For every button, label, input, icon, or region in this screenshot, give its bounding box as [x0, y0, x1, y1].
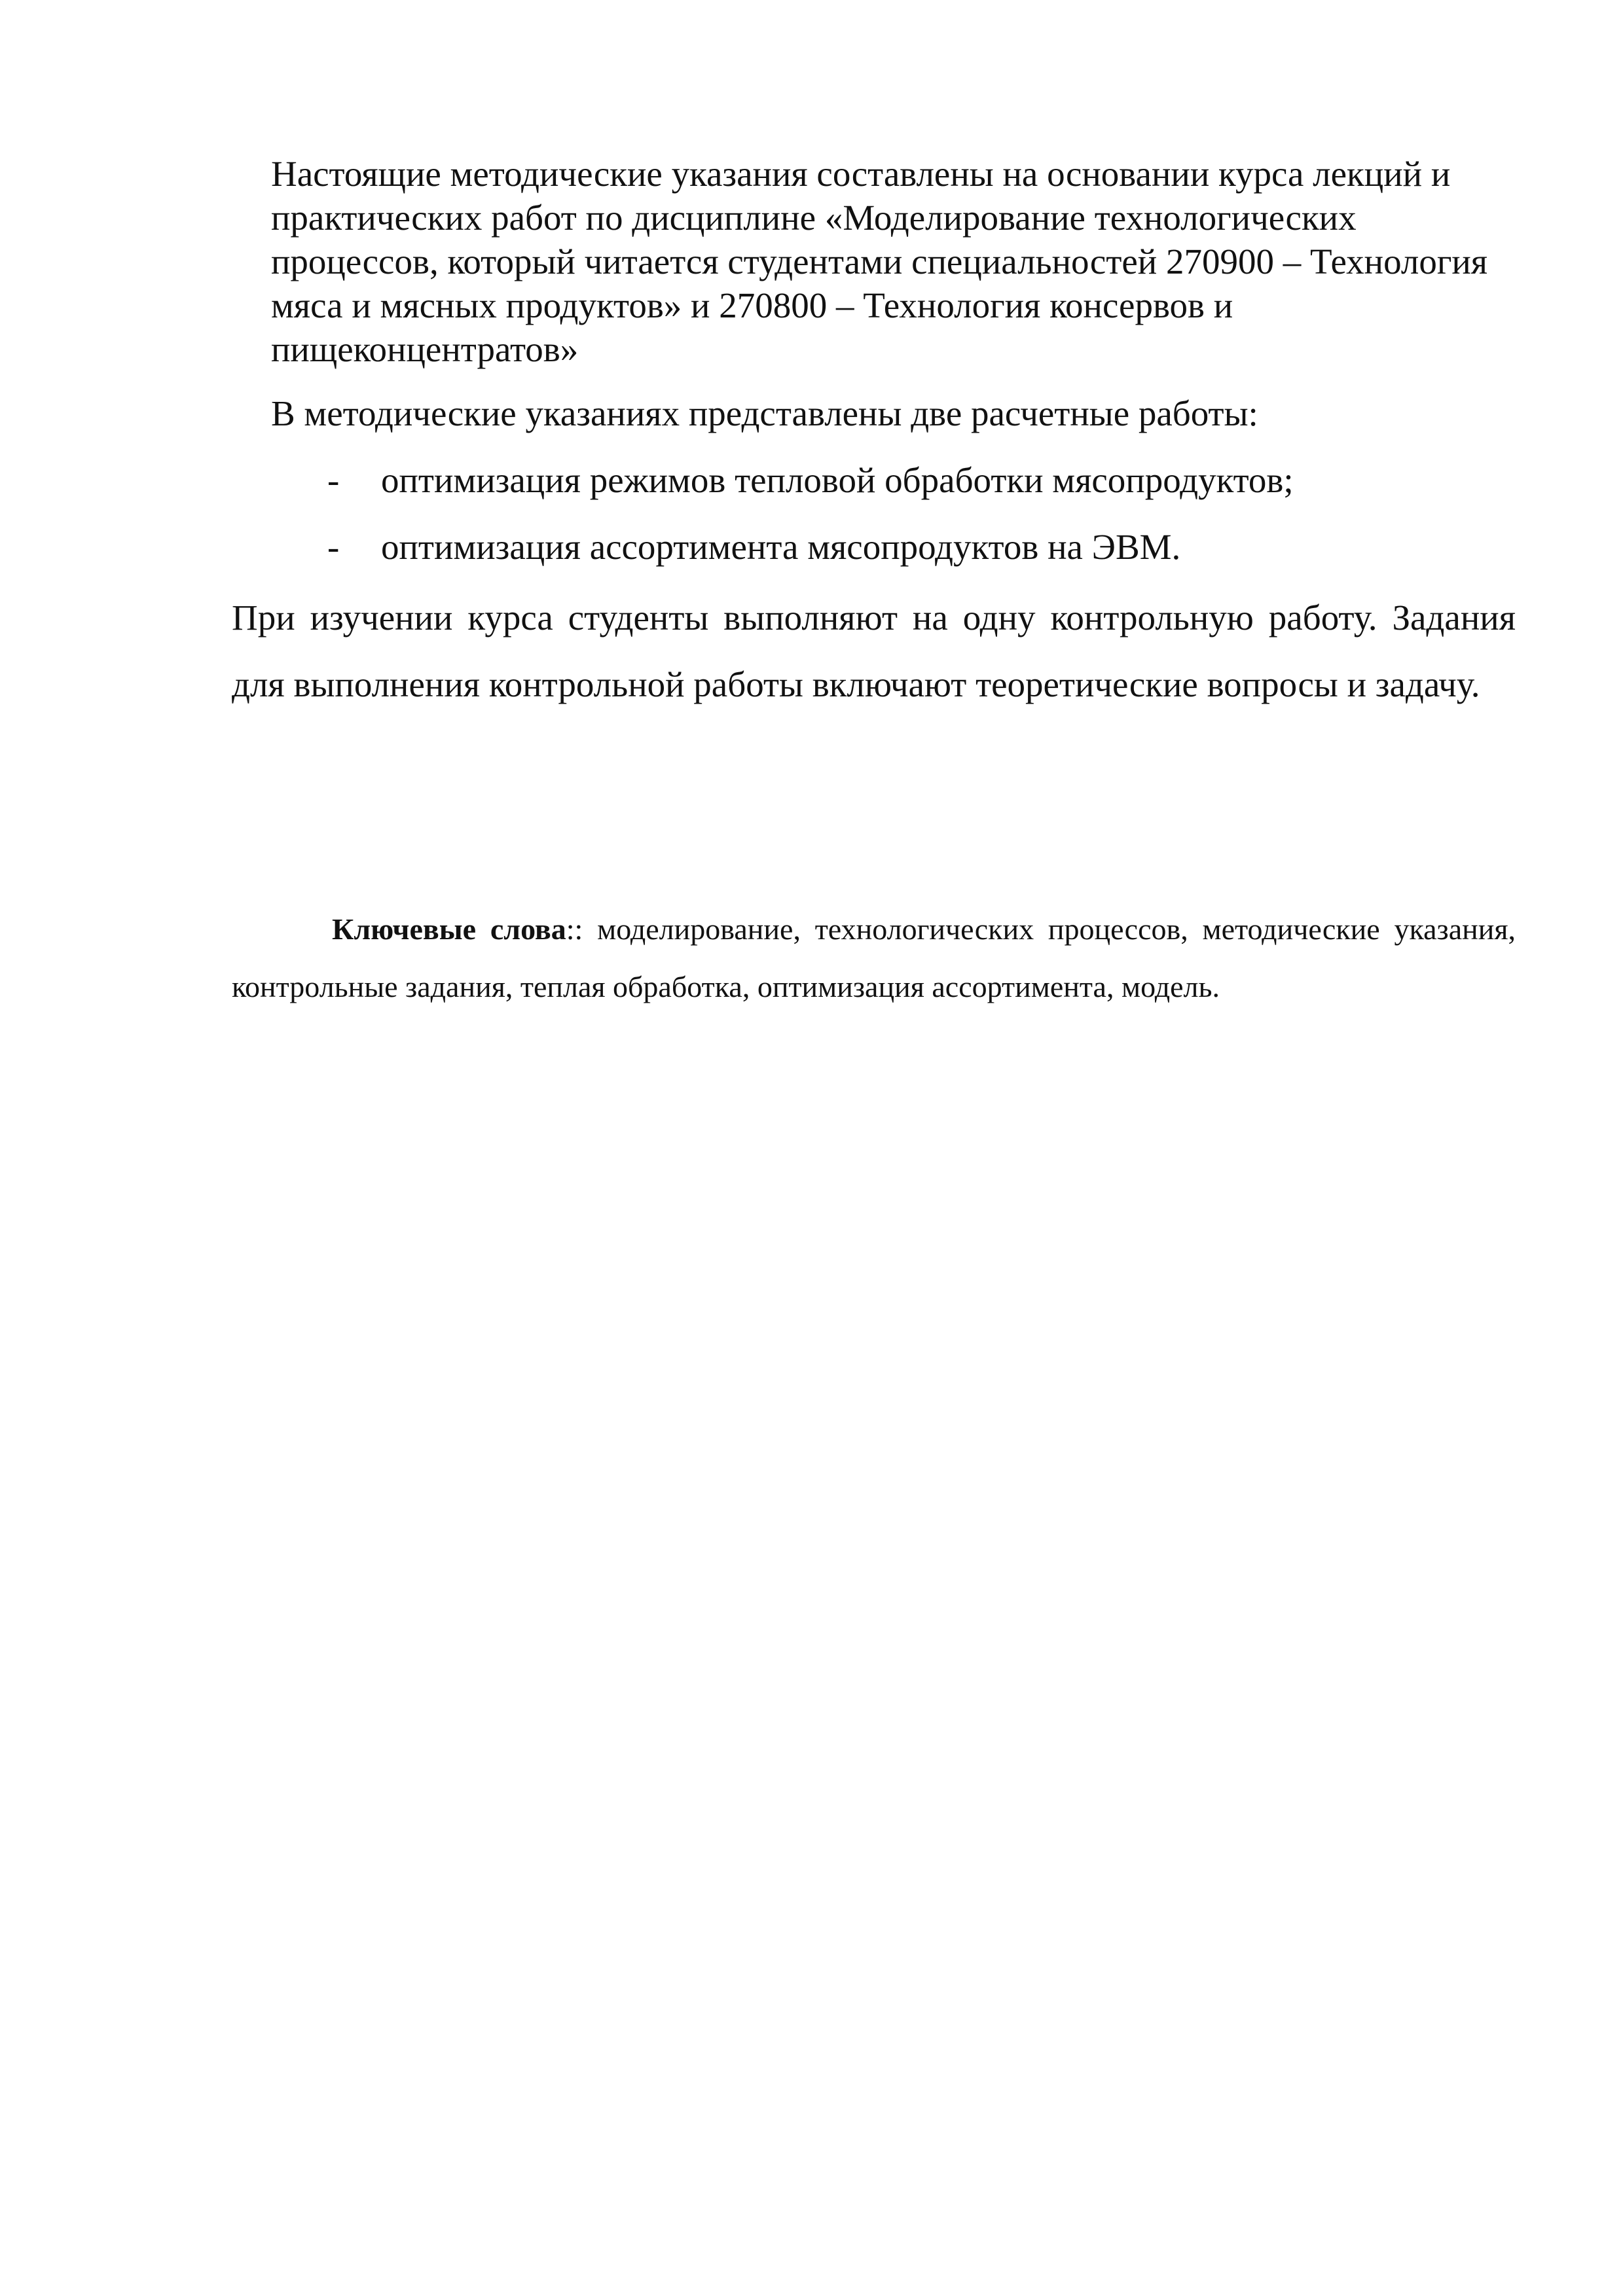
keywords-text: моделирование, технологических процессов, методические указания, контрольные задания, теплая обработка, оптимизация ассортимента, модель.: [232, 912, 1516, 1003]
list-item-text: оптимизация режимов тепловой обработки мясопродуктов;: [381, 460, 1294, 500]
study-paragraph: При изучении курса студенты выполняют на одну контрольную работу. Задания для выполнения контрольной работы включают теоретические вопросы и задачу.: [232, 598, 1516, 704]
bullet-dash: -: [327, 460, 340, 500]
bullet-dash: -: [327, 527, 340, 567]
list-item: [327, 524, 1506, 571]
list-item-text: оптимизация ассортимента мясопродуктов на ЭВМ.: [381, 527, 1181, 567]
works-intro-paragraph: В методические указаниях представлены две расчетные работы:: [271, 393, 1258, 433]
keywords-paragraph: [232, 901, 1516, 1016]
works-list: [327, 457, 1506, 590]
intro-paragraph: Настоящие методические указания составлены на основании курса лекций и практических работ по дисциплине «Моделирование технологических процессов, который читается студентами специальностей 270900 – Технология мяса и мясных продуктов» и 270800 – Технология консервов и пищеконцентратов»: [271, 154, 1488, 369]
keywords-separator: ::: [566, 912, 583, 946]
list-item: [327, 457, 1506, 504]
keywords-label: Ключевые слова: [332, 912, 566, 946]
